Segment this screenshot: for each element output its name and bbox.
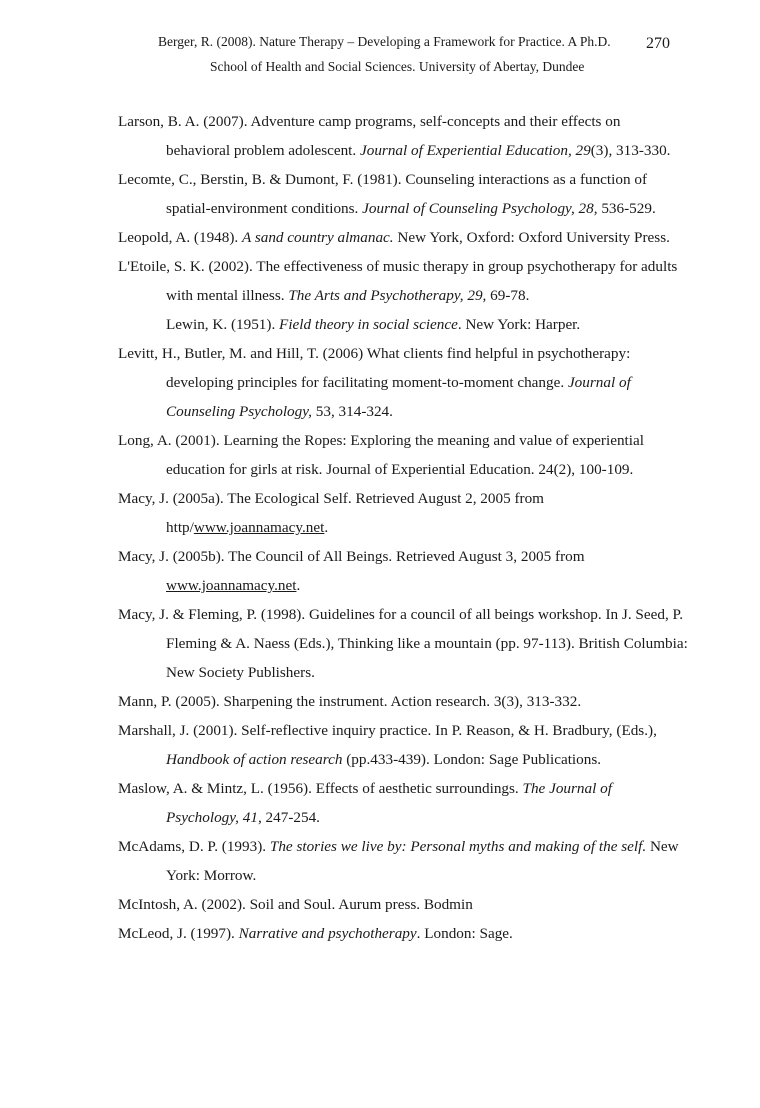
- reference-entry: Macy, J. (2005b). The Council of All Beings. Retrieved August 3, 2005 from www.joannamacy.net.: [118, 548, 585, 594]
- reference-entry: Larson, B. A. (2007). Adventure camp programs, self-concepts and their effects on behavioral problem adolescent. Journal of Experiential Education, 29(3), 313-330.: [118, 113, 671, 159]
- reference-entry: Lewin, K. (1951). Field theory in social science. New York: Harper.: [166, 316, 581, 333]
- reference-entry: L'Etoile, S. K. (2002). The effectiveness of music therapy in group psychotherapy for adults with mental illness. The Arts and Psychotherapy, 29, 69-78.: [118, 258, 678, 304]
- reference-entry: Leopold, A. (1948). A sand country almanac. New York, Oxford: Oxford University Press.: [118, 229, 670, 246]
- header-citation: Berger, R. (2008). Nature Therapy – Developing a Framework for Practice. A Ph.D.: [158, 34, 611, 49]
- reference-link[interactable]: www.joannamacy.net: [193, 519, 325, 536]
- reference-list: [118, 107, 688, 948]
- reference-link[interactable]: www.joannamacy.net: [166, 577, 297, 594]
- reference-entry: McAdams, D. P. (1993). The stories we live by: Personal myths and making of the self. New York: Morrow.: [118, 838, 679, 884]
- reference-entry: Macy, J. (2005a). The Ecological Self. Retrieved August 2, 2005 from http/www.joannamacy.net.: [118, 490, 544, 536]
- reference-entry: Lecomte, C., Berstin, B. & Dumont, F. (1981). Counseling interactions as a function of spatial-environment conditions. Journal of Counseling Psychology, 28, 536-529.: [118, 171, 656, 217]
- reference-entry: Long, A. (2001). Learning the Ropes: Exploring the meaning and value of experiential education for girls at risk. Journal of Experiential Education. 24(2), 100-109.: [118, 432, 644, 478]
- reference-entry: Marshall, J. (2001). Self-reflective inquiry practice. In P. Reason, & H. Bradbury, (Eds.), Handbook of action research (pp.433-439). London: Sage Publications.: [118, 722, 657, 768]
- reference-entry: McLeod, J. (1997). Narrative and psychotherapy. London: Sage.: [118, 925, 513, 942]
- header-institution: School of Health and Social Sciences. University of Abertay, Dundee: [210, 59, 585, 74]
- reference-entry: Levitt, H., Butler, M. and Hill, T. (2006) What clients find helpful in psychotherapy: developing principles for facilitating moment-to-moment change. Journal of Counseling Psychology, 53, 314-324.: [118, 345, 631, 420]
- page-number: 270: [646, 35, 670, 52]
- reference-entry: Maslow, A. & Mintz, L. (1956). Effects of aesthetic surroundings. The Journal of Psychology, 41, 247-254.: [118, 780, 612, 826]
- reference-entry: Macy, J. & Fleming, P. (1998). Guidelines for a council of all beings workshop. In J. Seed, P. Fleming & A. Naess (Eds.), Thinking like a mountain (pp. 97-113). British Columbia: New Society Publishers.: [118, 606, 688, 681]
- reference-entry: McIntosh, A. (2002). Soil and Soul. Aurum press. Bodmin: [118, 896, 473, 913]
- reference-entry: Mann, P. (2005). Sharpening the instrument. Action research. 3(3), 313-332.: [118, 693, 582, 710]
